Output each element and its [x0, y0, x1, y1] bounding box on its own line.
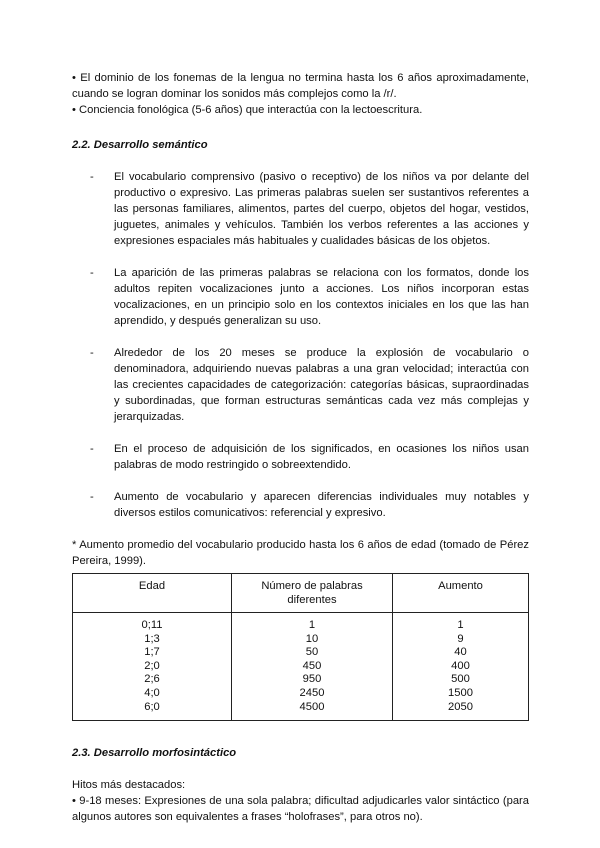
table-cell: 2450: [299, 686, 325, 699]
list-item: [90, 169, 529, 249]
table-cell: 500: [451, 673, 470, 686]
table-cell: 450: [302, 659, 322, 672]
list-item: [90, 441, 529, 473]
intro-bullet: • Conciencia fonológica (5-6 años) que interactúa con la lectoescritura.: [72, 104, 423, 116]
list-item-text: El vocabulario comprensivo (pasivo o receptivo) de los niños va por delante del productivo o expresivo. Las primeras palabras suelen ser sustantivos referentes a las personas familiares, alimentos, partes del cuerpo, objetos del hogar, vestidos, juguetes, animales y vehículos. También los verbos referentes a las acciones y expresiones espaciales más habituales y cualidades básicas de los objetos.: [114, 171, 529, 247]
dash-marker: -: [90, 267, 94, 279]
list-item: [90, 345, 529, 425]
list-item: [90, 489, 529, 521]
dash-marker: -: [90, 491, 94, 503]
table-cell: 4500: [299, 700, 325, 713]
list-item-text: Aumento de vocabulario y aparecen diferencias individuales muy notables y diversos estilos comunicativos: referencial y expresivo.: [114, 491, 529, 519]
document-page: [72, 70, 529, 825]
table-cell: 9: [457, 632, 464, 645]
aumento-column: [393, 613, 529, 721]
table-cell: 1: [457, 619, 464, 631]
table-cell: 2;6: [144, 673, 160, 686]
table-header-row: [73, 574, 529, 613]
dash-marker: -: [90, 347, 94, 359]
section-title-morpho: 2.3. Desarrollo morfosintáctico: [72, 747, 237, 760]
morpho-bullet: • 9-18 meses: Expresiones de una sola palabra; dificultad adjudicarles valor sintáctico (para algunos autores son equivalentes a frases “holofrases”, para otros no).: [72, 795, 529, 824]
list-item-text: Alrededor de los 20 meses se produce la explosión de vocabulario o denominadora, adquiriendo nuevas palabras a una gran velocidad; interactúa con las crecientes capacidades de categorización: categorías básicas, supraordinadas y subordinadas, que forman estructuras semánticas cada vez más complejas y jerarquizadas.: [114, 347, 529, 423]
table-cell: 0;11: [141, 619, 163, 631]
table-cell: 6;0: [144, 700, 160, 713]
table-row: [73, 613, 529, 721]
dash-marker: -: [90, 171, 94, 183]
edad-column: [73, 613, 232, 721]
intro-bullet: • El dominio de los fonemas de la lengua no termina hasta los 6 años aproximadamente, cuando se logran dominar los sonidos más complejos como la /r/.: [72, 72, 529, 100]
list-item-text: La aparición de las primeras palabras se relaciona con los formatos, donde los adultos repiten vocalizaciones junto a acciones. Los niños incorporan estas vocalizaciones, en un principio solo en los contextos iniciales en los que las han aprendido, y después generalizan su uso.: [114, 267, 529, 327]
list-item-text: En el proceso de adquisición de los significados, en ocasiones los niños usan palabras de modo restringido o sobreextendido.: [114, 443, 529, 471]
table-cell: 40: [454, 646, 467, 659]
hitos-intro: Hitos más destacados:: [72, 779, 186, 792]
dash-marker: -: [90, 443, 94, 455]
table-cell: 2050: [448, 700, 473, 713]
table-cell: 50: [305, 646, 319, 659]
table-cell: 10: [305, 632, 319, 645]
vocabulary-table: [72, 573, 529, 721]
table-cell: 2;0: [144, 659, 160, 672]
table-cell: 4;0: [144, 686, 160, 699]
table-cell: 1;7: [144, 646, 160, 659]
table-cell: 1: [308, 619, 316, 631]
table-cell: 1500: [448, 686, 473, 699]
table-cell: 1;3: [144, 632, 160, 645]
list-item: [90, 265, 529, 329]
section-title-semantic: 2.2. Desarrollo semántico: [72, 139, 208, 151]
header-edad: Edad: [73, 574, 232, 613]
table-cell: 950: [302, 673, 322, 686]
header-aumento: Aumento: [393, 574, 529, 613]
header-palabras: Número de palabras diferentes: [232, 574, 393, 613]
table-cell: 400: [451, 659, 470, 672]
table-caption: * Aumento promedio del vocabulario producido hasta los 6 años de edad (tomado de Pérez Pereira, 1999).: [72, 539, 529, 567]
palabras-column: [232, 613, 393, 721]
